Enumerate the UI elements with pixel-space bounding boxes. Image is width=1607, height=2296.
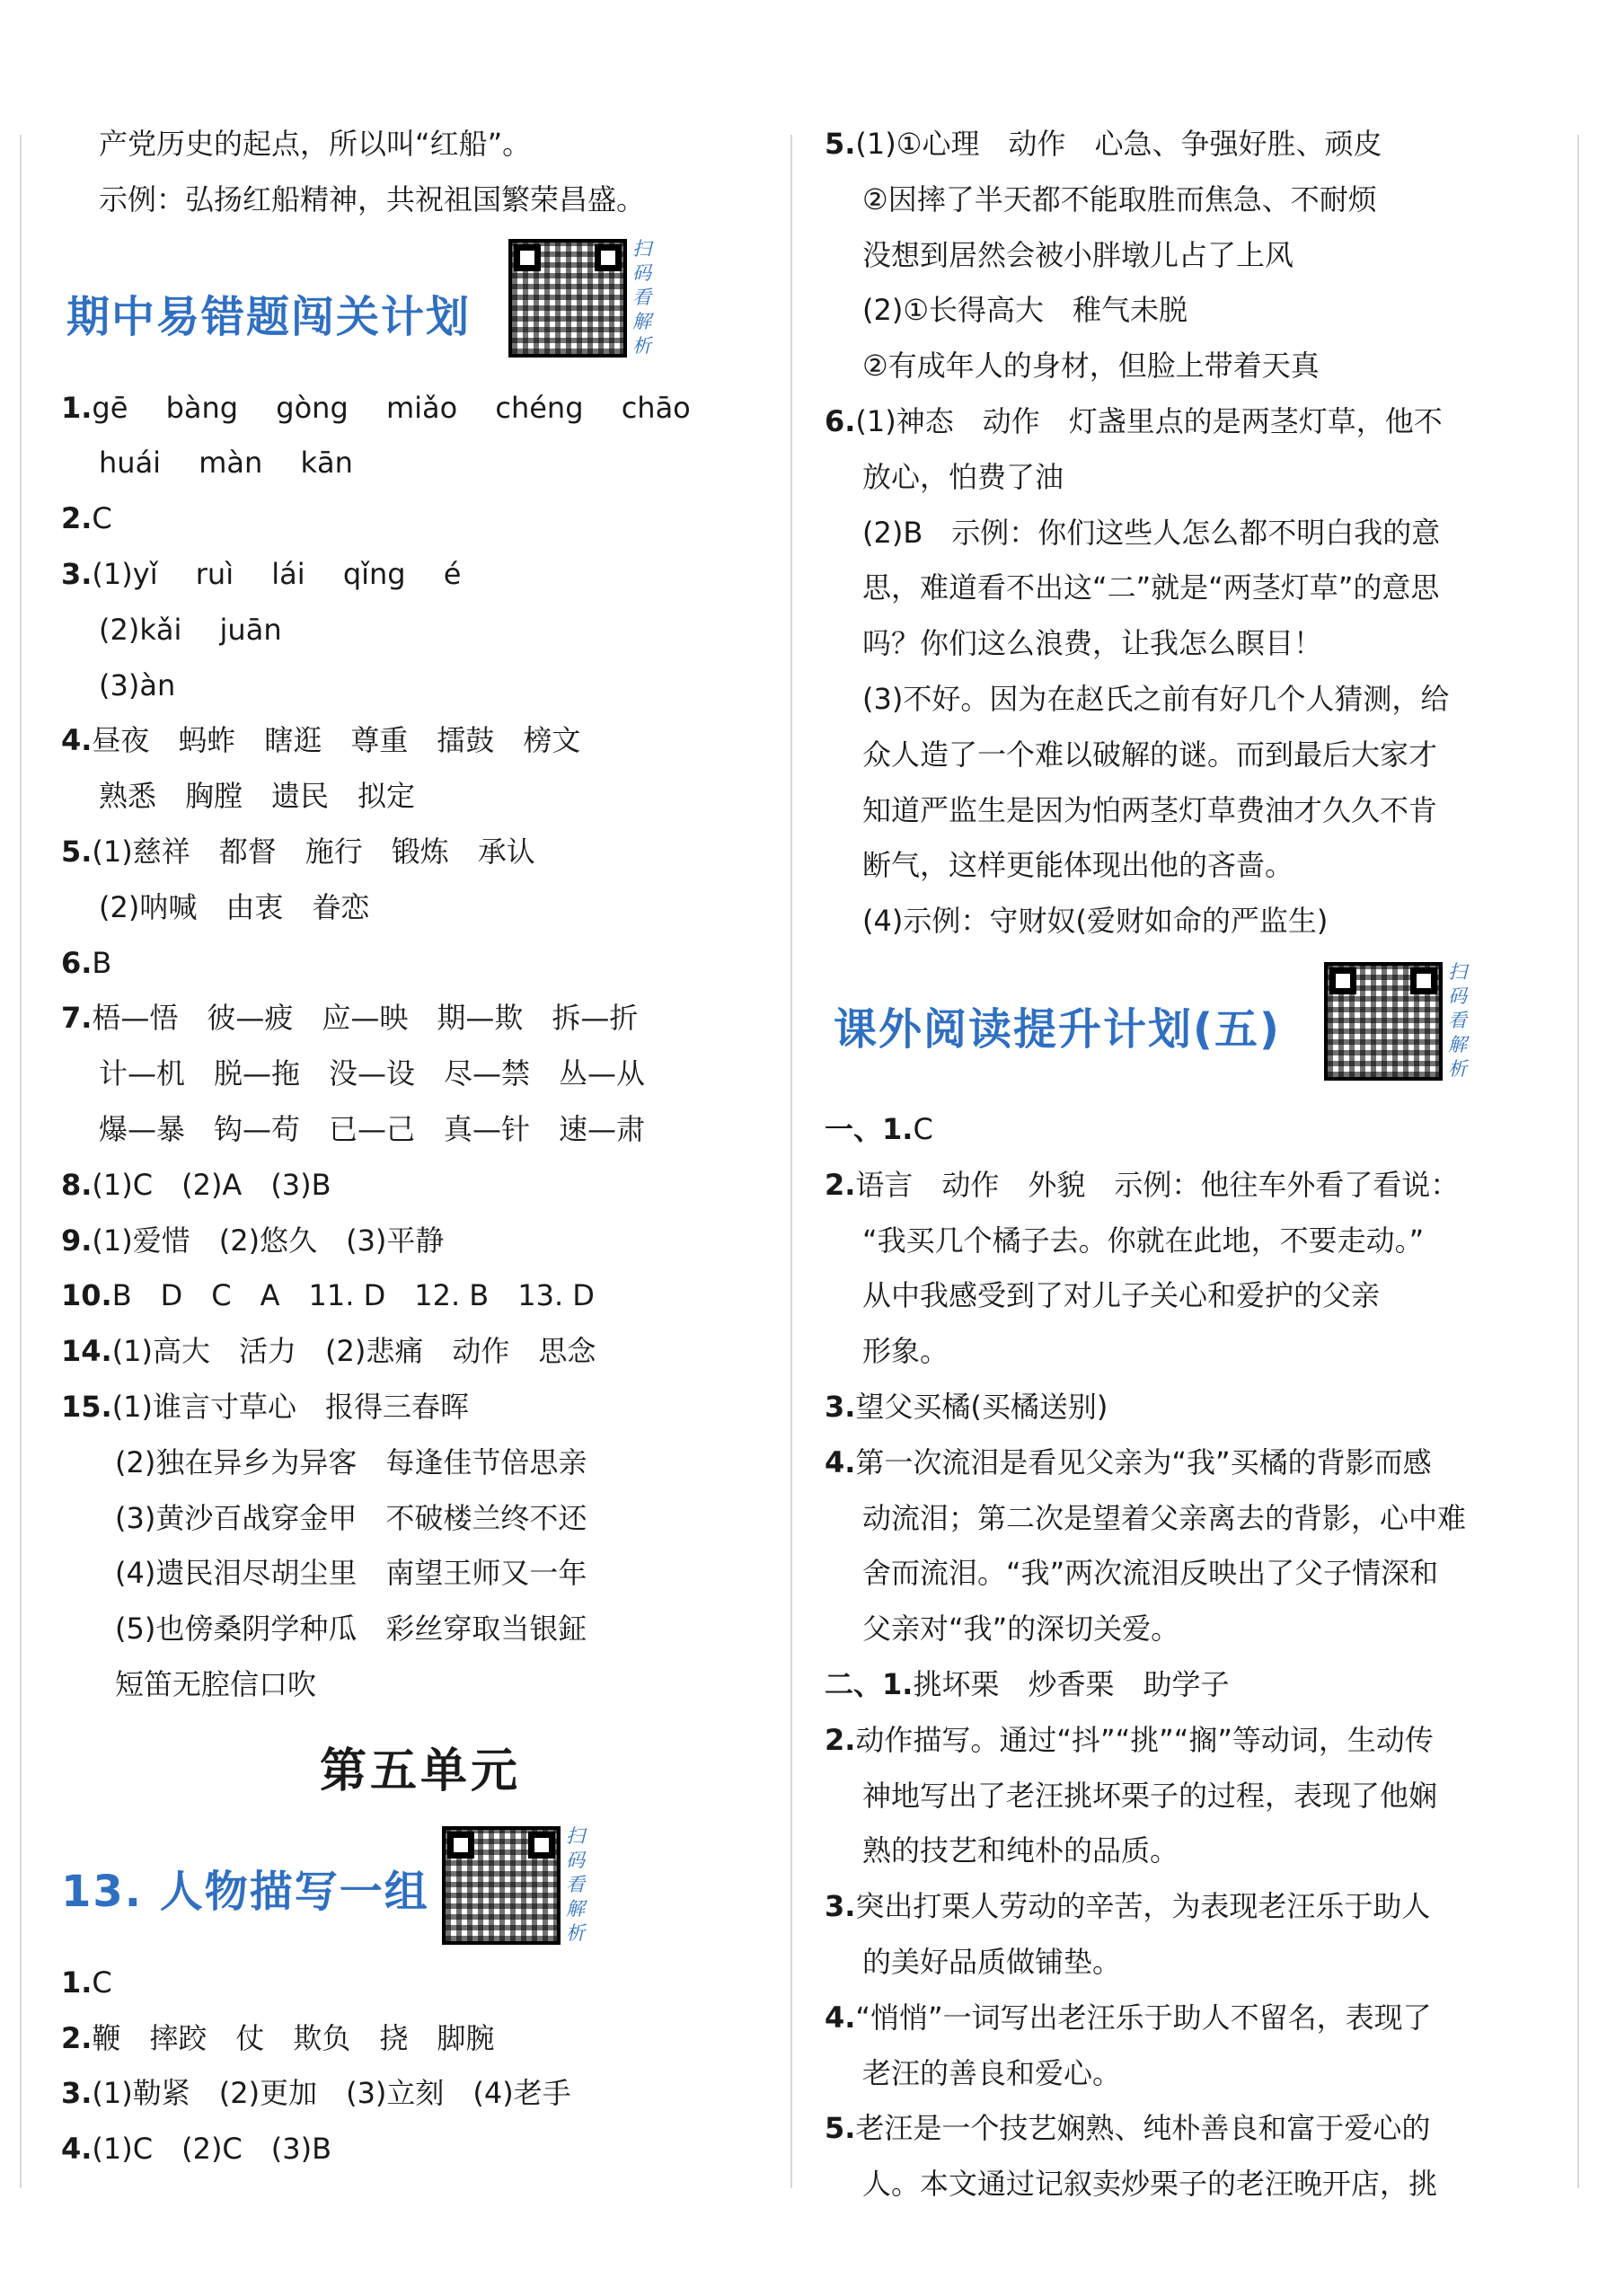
answer-line bbox=[825, 1991, 1543, 2046]
question-number: 2. bbox=[61, 2020, 93, 2055]
scan-qr-label: 扫码看解析 bbox=[632, 237, 651, 357]
right-margin-rule bbox=[1577, 135, 1579, 2188]
question-number: 2. bbox=[61, 501, 93, 536]
answer-text: (1)①心理 动作 心急、争强好胜、顽皮 bbox=[855, 127, 1382, 161]
answer-line bbox=[825, 394, 1543, 450]
answer-text: 望父买橘(买橘送别) bbox=[855, 1389, 1108, 1424]
qr-code-icon[interactable] bbox=[508, 239, 627, 358]
answer-line bbox=[61, 547, 780, 603]
answer-line bbox=[825, 783, 1543, 839]
column-divider bbox=[790, 135, 792, 2188]
question-number: 10. bbox=[61, 1278, 112, 1313]
answer-line bbox=[61, 1324, 780, 1380]
answer-text: B D C A 11. D 12. B 13. D bbox=[111, 1278, 595, 1313]
answer-line bbox=[825, 1713, 1543, 1769]
answer-text: 突出打栗人劳动的辛苦，为表现老汪乐于助人 bbox=[855, 1889, 1431, 1924]
answer-line bbox=[825, 1380, 1543, 1435]
section-midterm-header bbox=[61, 228, 780, 381]
answer-text: 从中我感受到了对儿子关心和爱护的父亲 bbox=[862, 1278, 1381, 1313]
answer-line bbox=[825, 1602, 1543, 1657]
answer-text: 挑坏栗 炒香栗 助学子 bbox=[913, 1666, 1230, 1701]
question-number: 3. bbox=[825, 1889, 856, 1924]
answer-line bbox=[61, 1435, 780, 1491]
answer-text: (1)慈祥 都督 施行 锻炼 承认 bbox=[92, 834, 535, 869]
question-number: 9. bbox=[61, 1223, 93, 1258]
answer-text: “我买几个橘子去。你就在此地，不要走动。” bbox=[862, 1223, 1425, 1258]
answer-line bbox=[61, 2066, 780, 2122]
scan-qr-label: 扫码看解析 bbox=[1448, 960, 1467, 1080]
answer-line bbox=[825, 894, 1543, 949]
answer-line bbox=[825, 1769, 1543, 1824]
answer-text: gē bàng gòng miǎo chéng chāo bbox=[92, 390, 691, 425]
question-number: 4. bbox=[61, 723, 93, 758]
answer-line bbox=[825, 2101, 1543, 2157]
answer-line bbox=[825, 172, 1543, 228]
answer-line bbox=[825, 672, 1543, 728]
answer-text: (1)C (2)A (3)B bbox=[92, 1167, 331, 1202]
answer-text: 父亲对“我”的深切关爱。 bbox=[862, 1612, 1180, 1647]
answer-text: 放心，怕费了油 bbox=[862, 459, 1064, 494]
section-reading-header bbox=[825, 949, 1543, 1102]
answer-line: 示例：弘扬红船精神，共祝祖国繁荣昌盛。 bbox=[99, 181, 646, 216]
answer-text: B bbox=[92, 945, 112, 980]
answer-line bbox=[825, 1491, 1543, 1547]
answer-text: 的美好品质做铺垫。 bbox=[862, 1944, 1122, 1979]
lesson13-answers-continued bbox=[825, 117, 1543, 949]
answer-line bbox=[825, 1102, 1543, 1158]
right-column bbox=[825, 117, 1543, 2212]
answer-line bbox=[61, 658, 780, 714]
answer-line bbox=[61, 880, 780, 936]
question-number: 5. bbox=[825, 127, 856, 161]
reading-answers bbox=[825, 1102, 1543, 2212]
answer-text: 昼夜 蚂蚱 瞎逛 尊重 擂鼓 榜文 bbox=[92, 723, 581, 758]
answer-text: 第一次流泪是看见父亲为“我”买橘的背影而感 bbox=[855, 1444, 1432, 1479]
answer-line bbox=[825, 1158, 1543, 1214]
answer-text: (1)yǐ ruì lái qǐng é bbox=[92, 556, 462, 591]
question-number: 8. bbox=[61, 1167, 93, 1202]
answer-line bbox=[61, 603, 780, 658]
answer-text: 没想到居然会被小胖墩儿占了上风 bbox=[862, 237, 1294, 272]
answer-text: (3)不好。因为在赵氏之前有好几个人猜测，给 bbox=[862, 681, 1450, 716]
question-number: 1. bbox=[61, 390, 93, 425]
answer-text: 吗？你们这么浪费，让我怎么瞑目！ bbox=[862, 626, 1323, 661]
answer-text: 短笛无腔信口吹 bbox=[115, 1666, 317, 1701]
answer-text: 断气，这样更能体现出他的吝啬。 bbox=[862, 848, 1294, 883]
answer-line bbox=[825, 1435, 1543, 1491]
question-number: 3. bbox=[61, 556, 93, 591]
answer-line bbox=[61, 1657, 780, 1713]
answer-text: 思，难道看不出这“二”就是“两茎灯草”的意思 bbox=[862, 570, 1440, 605]
answer-line bbox=[61, 1956, 780, 2011]
answer-text: 众人造了一个难以破解的谜。而到最后大家才 bbox=[862, 737, 1438, 772]
answer-text: (2)kǎi juān bbox=[99, 612, 282, 647]
answer-text: C bbox=[92, 1965, 112, 2000]
answer-text: 计—机 脱—拖 没—设 尽—禁 丛—从 bbox=[99, 1056, 646, 1091]
answer-text: 人。本文通过记叙卖炒栗子的老汪晚开店，挑 bbox=[862, 2167, 1438, 2202]
answer-text: (1)谁言寸草心 报得三春晖 bbox=[111, 1389, 470, 1424]
answer-text: (2)①长得高大 稚气未脱 bbox=[862, 293, 1188, 328]
section-title: 13. 人物描写一组 bbox=[61, 1866, 429, 1917]
answer-line bbox=[825, 1268, 1543, 1324]
answer-text: 熟的技艺和纯朴的品质。 bbox=[862, 1833, 1179, 1868]
answer-text: 舍而流泪。“我”两次流泪反映出了父子情深和 bbox=[862, 1556, 1439, 1591]
answer-text: 神地写出了老汪挑坏栗子的过程，表现了他娴 bbox=[862, 1778, 1438, 1813]
answer-line bbox=[825, 2157, 1543, 2212]
section-lesson13-header bbox=[61, 1821, 780, 1956]
answer-line bbox=[61, 436, 780, 491]
answer-line bbox=[825, 450, 1543, 506]
answer-line bbox=[825, 2046, 1543, 2102]
answer-line bbox=[61, 1268, 780, 1324]
answer-line bbox=[61, 1380, 780, 1435]
question-number: 4. bbox=[825, 2000, 856, 2035]
answer-text: 动流泪；第二次是望着父亲离去的背影，心中难 bbox=[862, 1500, 1467, 1535]
answer-text: 爆—暴 钩—苟 已—己 真—针 速—肃 bbox=[99, 1111, 646, 1146]
answer-text: 老汪的善良和爱心。 bbox=[862, 2055, 1122, 2090]
answer-text: 鞭 摔跤 仗 欺负 挠 脚腕 bbox=[92, 2020, 495, 2055]
answer-text: (2)独在异乡为异客 每逢佳节倍思亲 bbox=[115, 1444, 587, 1479]
answer-line bbox=[825, 616, 1543, 672]
answer-text: 老汪是一个技艺娴熟、纯朴善良和富于爱心的 bbox=[855, 2111, 1431, 2146]
answer-text: 梧—悟 彼—疲 应—映 期—欺 拆—折 bbox=[92, 1001, 639, 1036]
answer-line bbox=[61, 1046, 780, 1102]
answer-line bbox=[61, 1102, 780, 1158]
qr-code-icon[interactable] bbox=[1324, 962, 1443, 1081]
answer-line bbox=[825, 339, 1543, 394]
answer-line bbox=[825, 561, 1543, 616]
answer-text: (1)高大 活力 (2)悲痛 动作 思念 bbox=[111, 1334, 596, 1369]
midterm-answers bbox=[61, 381, 780, 1713]
question-number: 5. bbox=[825, 2111, 856, 2146]
answer-text: (4)遗民泪尽胡尘里 南望王师又一年 bbox=[115, 1556, 587, 1591]
answer-line bbox=[825, 1546, 1543, 1602]
question-number: 3. bbox=[825, 1389, 856, 1424]
answer-line bbox=[825, 1324, 1543, 1380]
answer-line bbox=[61, 825, 780, 880]
answer-line bbox=[825, 117, 1543, 172]
qr-code-icon[interactable] bbox=[442, 1826, 561, 1945]
question-number: 14. bbox=[61, 1334, 112, 1369]
question-number: 15. bbox=[61, 1389, 112, 1424]
answer-text: (1)神态 动作 灯盏里点的是两茎灯草，他不 bbox=[855, 403, 1443, 438]
question-number: 7. bbox=[61, 1001, 93, 1036]
answer-line bbox=[61, 991, 780, 1046]
answer-line bbox=[61, 381, 780, 437]
answer-text: (3)黄沙百战穿金甲 不破楼兰终不还 bbox=[115, 1500, 587, 1535]
unit-title: 第五单元 bbox=[319, 1743, 521, 1798]
scan-qr-label: 扫码看解析 bbox=[566, 1824, 585, 1944]
question-number: 1. bbox=[61, 1965, 93, 2000]
answer-line bbox=[61, 2011, 780, 2067]
answer-text: 知道严监生是因为怕两茎灯草费油才久久不肯 bbox=[862, 792, 1438, 827]
answer-line bbox=[825, 506, 1543, 561]
question-number: 二、1. bbox=[825, 1666, 914, 1701]
answer-line bbox=[825, 228, 1543, 284]
answer-text: huái màn kān bbox=[99, 446, 353, 481]
answer-line bbox=[825, 1214, 1543, 1269]
answer-line bbox=[61, 769, 780, 825]
answer-line bbox=[825, 838, 1543, 894]
answer-line bbox=[825, 1935, 1543, 1991]
answer-text: ②有成年人的身材，但脸上带着天真 bbox=[862, 349, 1320, 384]
answer-line bbox=[61, 2122, 780, 2177]
answer-text: 动作描写。通过“抖”“挑”“搁”等动词，生动传 bbox=[855, 1722, 1434, 1757]
answer-line bbox=[61, 936, 780, 992]
answer-text: (4)示例：守财奴(爱财如命的严监生) bbox=[862, 904, 1329, 939]
question-number: 一、1. bbox=[825, 1111, 914, 1146]
answer-text: (1)爱惜 (2)悠久 (3)平静 bbox=[92, 1223, 445, 1258]
answer-line bbox=[61, 1491, 780, 1547]
answer-text: (2)B 示例：你们这些人怎么都不明白我的意 bbox=[862, 515, 1441, 550]
answer-line bbox=[825, 283, 1543, 339]
question-number: 6. bbox=[61, 945, 93, 980]
answer-text: (5)也傍桑阴学种瓜 彩丝穿取当银鉦 bbox=[115, 1612, 587, 1647]
answer-text: 语言 动作 外貌 示例：他往车外看了看说： bbox=[855, 1167, 1460, 1202]
question-number: 5. bbox=[61, 834, 93, 869]
answer-line bbox=[61, 491, 780, 547]
question-number: 3. bbox=[61, 2076, 93, 2111]
answer-text: (1)勒紧 (2)更加 (3)立刻 (4)老手 bbox=[92, 2076, 571, 2111]
answer-text: 熟悉 胸膛 遗民 拟定 bbox=[99, 779, 416, 814]
answer-line bbox=[61, 1214, 780, 1269]
question-number: 2. bbox=[825, 1722, 856, 1757]
answer-line bbox=[825, 1824, 1543, 1879]
answer-text: (2)呐喊 由衷 眷恋 bbox=[99, 889, 370, 924]
answer-line bbox=[825, 728, 1543, 783]
question-number: 4. bbox=[61, 2132, 93, 2167]
answer-line bbox=[825, 1657, 1543, 1713]
lesson13-answers bbox=[61, 1956, 780, 2177]
answer-line bbox=[825, 1879, 1543, 1935]
answer-line bbox=[61, 1546, 780, 1602]
answer-text: 形象。 bbox=[862, 1334, 949, 1369]
answer-line bbox=[61, 713, 780, 769]
question-number: 6. bbox=[825, 403, 856, 438]
answer-text: C bbox=[92, 501, 112, 536]
answer-text: C bbox=[913, 1111, 933, 1146]
answer-text: (3)àn bbox=[99, 667, 176, 702]
answer-line bbox=[61, 1158, 780, 1214]
question-number: 2. bbox=[825, 1167, 856, 1202]
section-title: 期中易错题闯关计划 bbox=[66, 291, 472, 342]
answer-text: “悄悄”一词写出老汪乐于助人不留名，表现了 bbox=[855, 2000, 1432, 2035]
section-title: 课外阅读提升计划(五) bbox=[834, 1003, 1281, 1055]
answer-line bbox=[61, 1602, 780, 1657]
continued-answer bbox=[61, 117, 780, 228]
left-margin-rule bbox=[20, 135, 22, 2188]
answer-line: 产党历史的起点，所以叫“红船”。 bbox=[99, 127, 532, 161]
question-number: 4. bbox=[825, 1444, 856, 1479]
answer-text: ②因摔了半天都不能取胜而焦急、不耐烦 bbox=[862, 181, 1377, 216]
answer-text: (1)C (2)C (3)B bbox=[92, 2132, 332, 2167]
left-column bbox=[61, 117, 780, 2177]
